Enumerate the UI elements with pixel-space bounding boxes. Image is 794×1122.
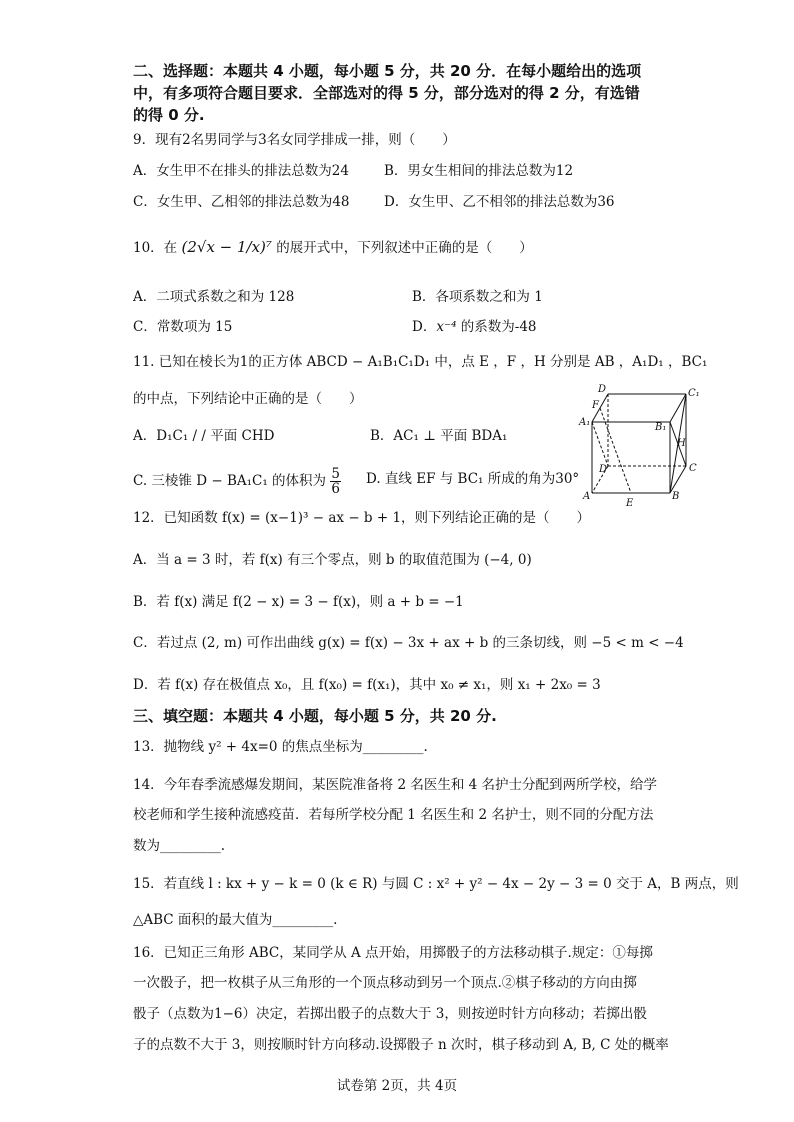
q12-option-b: B．若 f(x) 满足 f(2 − x) = 3 − f(x)，则 a + b = −1 — [133, 594, 464, 610]
figure-label-d: D — [599, 464, 608, 475]
figure-label-b: B — [672, 491, 680, 502]
q12-option-c: C．若过点 (2, m) 可作出曲线 g(x) = f(x) − 3x + ax + b 的三条切线，则 −5 < m < −4 — [133, 635, 684, 651]
q12-stem: 12．已知函数 f(x) = (x−1)³ − ax − b + 1，则下列结论正确的是（ ） — [133, 510, 591, 526]
q11-stem-line1: 11. 已知在棱长为1的正方体 ABCD − A₁B₁C₁D₁ 中，点 E ，F ，H 分别是 AB ，A₁D₁ ，BC₁ — [133, 354, 708, 370]
q11-option-c — [133, 467, 341, 496]
figure-label-h: H — [677, 438, 686, 449]
q14-line2: 校老师和学生接种流感疫苗．若每所学校分配 1 名医生和 2 名护士，则不同的分配方法 — [133, 807, 654, 823]
q15-line2: △ABC 面积的最大值为_________. — [133, 912, 338, 928]
cube-figure — [578, 382, 708, 512]
q16-line2: 一次骰子，把一枚棋子从三角形的一个顶点移动到另一个顶点.②棋子移动的方向由掷 — [133, 975, 637, 991]
q16-line4: 子的点数不大于 3，则按顺时针方向移动.设掷骰子 n 次时，棋子移动到 A, B, C 处的概率 — [133, 1037, 669, 1053]
q11-option-c-denominator: 6 — [331, 481, 340, 497]
q10-option-b: B．各项系数之和为 1 — [412, 289, 543, 305]
q10-stem-prefix: 10．在 — [133, 240, 178, 256]
q10-option-d-math: x⁻⁴ — [436, 319, 457, 335]
q9-option-d: D．女生甲、乙不相邻的排法总数为36 — [384, 194, 615, 210]
q9-stem: 9．现有2名男同学与3名女同学排成一排，则（ ） — [133, 132, 456, 148]
q9-option-b: B．男女生相间的排法总数为12 — [384, 163, 574, 179]
q10-option-c: C．常数项为 15 — [133, 319, 233, 335]
q11-option-c-text: C. 三棱锥 D − BA₁C₁ 的体积为 — [133, 473, 327, 489]
figure-label-f: F — [592, 400, 599, 411]
figure-label-c: C — [689, 463, 697, 474]
figure-label-a1: A₁ — [579, 417, 591, 428]
q11-option-b: B．AC₁ ⊥ 平面 BDA₁ — [370, 428, 508, 444]
q11-option-a: A．D₁C₁ / / 平面 CHD — [133, 428, 275, 444]
q12-option-a: A．当 a = 3 时，若 f(x) 有三个零点，则 b 的取值范围为 (−4, 0) — [133, 552, 532, 568]
figure-label-c1: C₁ — [688, 388, 700, 399]
q13-text: 13．抛物线 y² + 4x=0 的焦点坐标为_________. — [133, 739, 428, 755]
section3-header: 三、填空题：本题共 4 小题，每小题 5 分，共 20 分. — [133, 707, 497, 725]
q12-option-d: D．若 f(x) 存在极值点 x₀，且 f(x₀) = f(x₁)，其中 x₀ ≠ x₁，则 x₁ + 2x₀ = 3 — [133, 677, 601, 693]
q14-line1: 14．今年春季流感爆发期间，某医院准备将 2 名医生和 4 名护士分配到两所学校，给学 — [133, 777, 658, 793]
figure-label-d1: D — [598, 384, 607, 395]
figure-label-a: A — [583, 491, 591, 502]
page-footer: 试卷第 2页，共 4页 — [336, 1078, 458, 1094]
section2-header-line2: 中，有多项符合题目要求．全部选对的得 5 分，部分选对的得 2 分，有选错 — [133, 84, 640, 102]
q10-option-a: A．二项式系数之和为 128 — [133, 289, 295, 305]
q10-option-d-prefix: D． — [412, 319, 437, 335]
q10-stem — [133, 238, 533, 257]
q16-line1: 16．已知正三角形 ABC，某同学从 A 点开始，用掷骰子的方法移动棋子.规定：①每掷 — [133, 945, 653, 961]
section2-header-line1: 二、选择题：本题共 4 小题，每小题 5 分，共 20 分．在每小题给出的选项 — [133, 62, 642, 80]
q11-option-c-numerator: 5 — [331, 466, 340, 482]
q11-option-c-fraction — [330, 467, 341, 496]
q10-option-d-suffix: 的系数为-48 — [456, 319, 537, 335]
q9-option-a: A．女生甲不在排头的排法总数为24 — [133, 163, 349, 179]
q11-stem-line2: 的中点，下列结论中正确的是（ ） — [133, 391, 363, 407]
q14-line3: 数为_________. — [133, 838, 226, 854]
section2-header-line3: 的得 0 分. — [133, 106, 205, 124]
q15-line1: 15．若直线 l : kx + y − k = 0 (k ∈ R) 与圆 C : x² + y² − 4x − 2y − 3 = 0 交于 A，B 两点，则 — [133, 876, 739, 892]
q10-stem-suffix: 的展开式中，下列叙述中正确的是（ ） — [276, 240, 533, 256]
q10-expression: (2√x − 1/x)⁷ — [181, 238, 272, 256]
figure-label-b1: B₁ — [655, 422, 667, 433]
q10-option-d — [412, 318, 537, 336]
q11-option-d: D. 直线 EF 与 BC₁ 所成的角为30° — [366, 471, 580, 487]
q16-line3: 骰子（点数为1−6）决定，若掷出骰子的点数大于 3，则按逆时针方向移动；若掷出骰 — [133, 1006, 647, 1022]
q9-option-c: C．女生甲、乙相邻的排法总数为48 — [133, 194, 350, 210]
figure-label-e: E — [626, 498, 634, 509]
